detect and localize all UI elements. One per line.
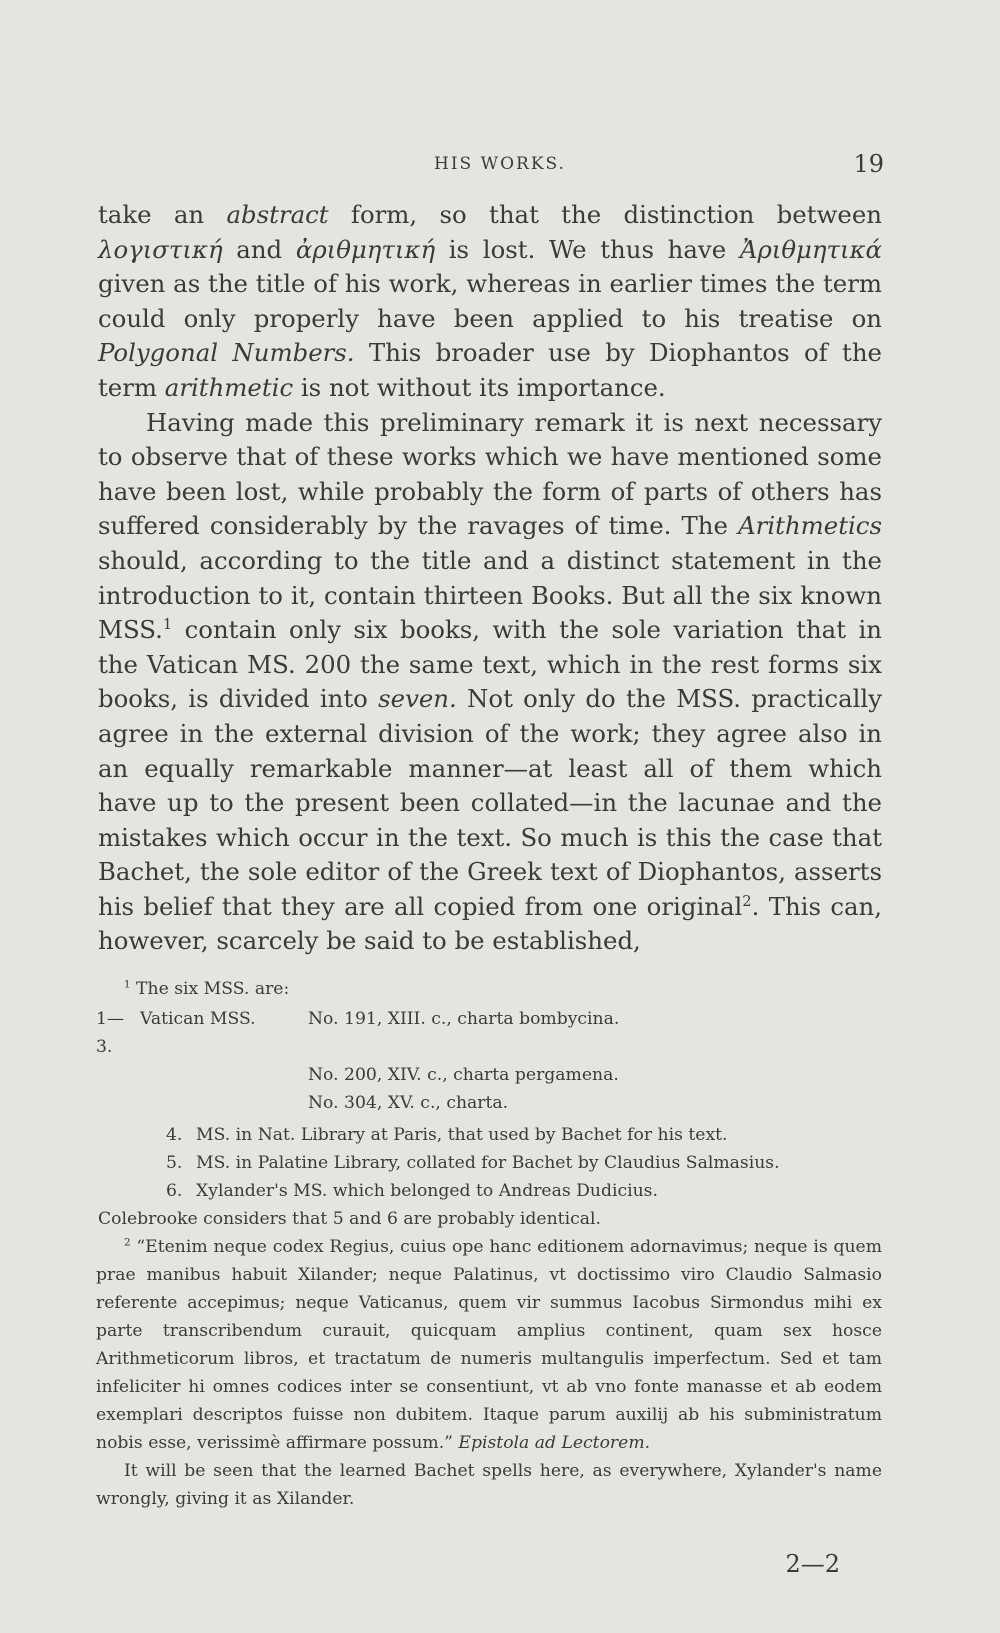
text-run: . This can, however, scarcely be said to be established, <box>98 891 882 956</box>
text-run: Not only do the MSS. practically agree in the external division of the work; they agree also in an equally remarkable manner—at least all of them which have up to the present been collated—in the lacunae and the mistakes which occur in the text. So much is this the case that Bachet, the sole editor of the Greek text of Diophantos, asserts his belief that they are all copied from one original <box>98 684 882 921</box>
other-mss-list <box>166 1121 882 1205</box>
footnote-marker: 1 <box>124 978 131 991</box>
footnote-2 <box>96 1233 882 1457</box>
running-head <box>0 150 1000 180</box>
list-item <box>166 1149 882 1177</box>
footnote-quote: “Etenim neque codex Regius, cuius ope hanc editionem adornavimus; neque is quem prae manibus habuit Xilander; neque Palatinus, vt doctissimo viro Claudio Salmasio referente accepimus; neque Vaticanus, quem vir summus Iacobus Sirmondus mihi ex parte transcribendum curauit, quicquam amplius continent, quam sex hosce Arithmeticorum libros, et tractatum de numeris multangulis imperfectum. Sed et tam infeliciter hi omnes codices inter se consentiunt, vt ab vno fonte manasse et ab eodem exemplari descriptos fuisse non dubitem. Itaque parum auxilij ab his subministratum nobis esse, verissimè affirmare possum.” <box>96 1237 882 1453</box>
list-item <box>166 1177 882 1205</box>
greek-term: ἀριθμητική <box>295 234 436 264</box>
page-number: 19 <box>853 150 884 178</box>
footnote-marker: 2 <box>124 1236 131 1249</box>
mss-entry: No. 304, XV. c., charta. <box>308 1093 509 1113</box>
text-run: is lost. We thus have <box>435 234 740 264</box>
text-run: take an <box>98 200 227 229</box>
text-run: contain only six books, with the sole variation that in the Vatican MS. 200 the same text, which in the rest forms six books, is divided into <box>98 615 882 714</box>
italic-text: abstract <box>226 200 329 229</box>
footnote-1-note: Colebrooke considers that 5 and 6 are probably identical. <box>98 1209 601 1229</box>
greek-term: λογιστική <box>98 234 223 264</box>
item-number: 4. <box>166 1125 183 1145</box>
footnotes <box>96 975 882 1513</box>
footnote-2-remark: It will be seen that the learned Bachet spells here, as everywhere, Xylander's name wrongly, giving it as Xilander. <box>96 1461 882 1509</box>
italic-text: arithmetic <box>164 372 294 402</box>
vatican-mss-list <box>96 1005 882 1117</box>
mss-entry: No. 200, XIV. c., charta pergamena. <box>308 1065 619 1085</box>
greek-term: Ἀριθμητικά <box>739 234 883 264</box>
footnote-ref[interactable]: 2 <box>742 892 752 910</box>
footnote-1-intro <box>96 975 882 1003</box>
body-text <box>98 198 882 959</box>
footnote-text: The six MSS. are: <box>136 979 290 999</box>
text-run: and <box>222 234 296 264</box>
italic-text: Polygonal Numbers. <box>98 338 355 368</box>
item-text: MS. in Palatine Library, collated for Bachet by Claudius Salmasius. <box>196 1153 780 1173</box>
footnote-ref[interactable]: 1 <box>162 616 173 633</box>
paragraph-1 <box>98 198 882 406</box>
item-number: 6. <box>166 1181 183 1201</box>
text-run: given as the title of his work, whereas in earlier times the term could only properly have been applied to his treatise on <box>98 269 882 333</box>
item-number: 5. <box>166 1153 183 1173</box>
text-run: This broader use by Diophantos of the term <box>98 338 882 402</box>
item-text: Xylander's MS. which belonged to Andreas Dudicius. <box>196 1181 658 1201</box>
italic-text: Arithmetics <box>738 511 882 541</box>
paragraph-2 <box>98 406 882 960</box>
text-run: form, so that the distinction between <box>328 200 882 229</box>
item-text: MS. in Nat. Library at Paris, that used by Bachet for his text. <box>196 1125 728 1145</box>
mss-group: Vatican MSS. <box>140 1009 256 1029</box>
text-run: should, according to the title and a distinct statement in the introduction to it, contain thirteen Books. But all the six known MSS. <box>98 545 882 645</box>
signature-mark: 2—2 <box>785 1550 840 1578</box>
running-title: HIS WORKS. <box>434 154 566 174</box>
mss-range: 1—3. <box>96 1009 125 1057</box>
italic-text: seven. <box>378 684 457 714</box>
text-run: Having made this preliminary remark it is next necessary to observe that of these works which we have mentioned some have been lost, while probably the form of parts of others has suffered considerably by the ravages of time. The <box>98 407 882 541</box>
quote-source: Epistola ad Lectorem. <box>458 1433 651 1453</box>
list-item <box>166 1121 882 1149</box>
mss-entry: No. 191, XIII. c., charta bombycina. <box>308 1009 620 1029</box>
text-run: is not without its importance. <box>293 372 666 402</box>
